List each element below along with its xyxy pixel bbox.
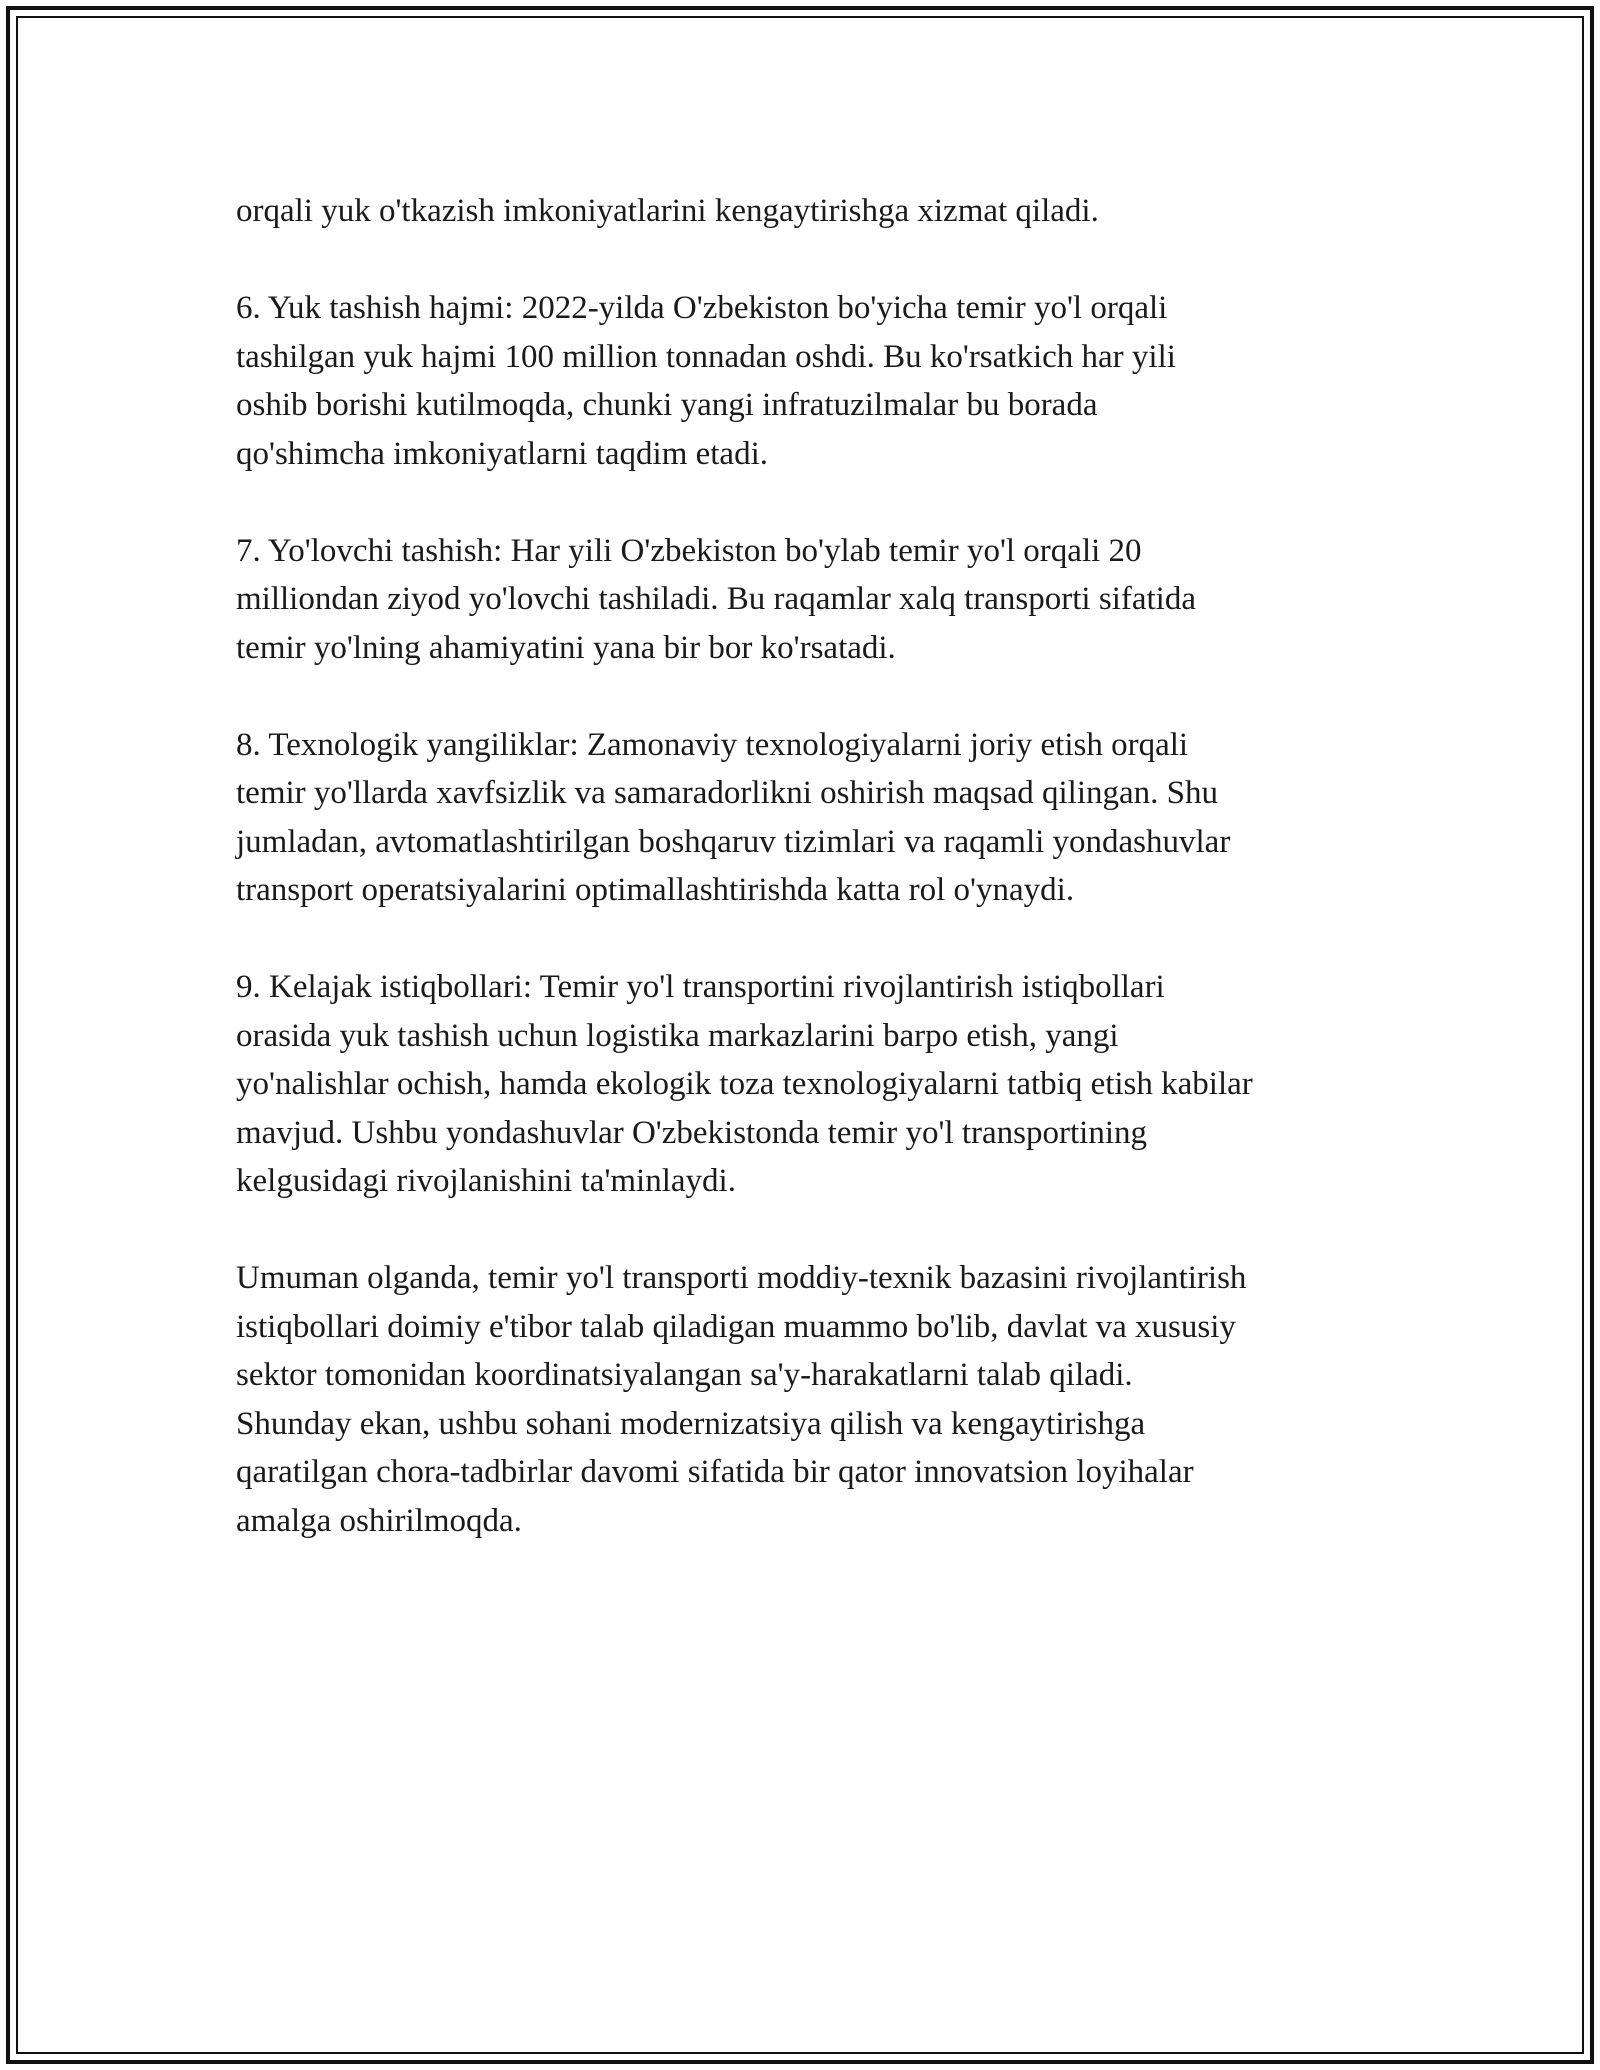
paragraph (236, 284, 1386, 478)
document-body (236, 187, 1386, 1545)
paragraph (236, 1254, 1386, 1545)
paragraph (236, 721, 1386, 915)
text-line: mavjud. Ushbu yondashuvlar O'zbekistonda temir yo'l transportining (236, 1114, 1147, 1151)
paragraph (236, 963, 1386, 1206)
paragraph-gap (236, 915, 1386, 964)
text-line: amalga oshirilmoqda. (236, 1502, 522, 1539)
text-line: kelgusidagi rivojlanishini ta'minlaydi. (236, 1163, 736, 1199)
paragraph-gap (236, 478, 1386, 527)
paragraph (236, 527, 1386, 673)
text-line: sektor tomonidan koordinatsiyalangan sa'y-harakatlarni talab qiladi. (236, 1357, 1133, 1393)
text-line: Shunday ekan, ushbu sohani modernizatsiya qilish va kengaytirishga (236, 1405, 1146, 1442)
text-line: istiqbollari doimiy e'tibor talab qiladigan muammo bo'lib, davlat va xususiy (236, 1308, 1236, 1345)
paragraph (236, 187, 1386, 236)
text-line: Umuman olganda, temir yo'l transporti moddiy-texnik bazasini rivojlantirish (236, 1260, 1247, 1296)
text-line: qo'shimcha imkoniyatlarni taqdim etadi. (236, 435, 768, 472)
paragraph-gap (236, 1206, 1386, 1255)
text-line: qaratilgan chora-tadbirlar davomi sifatida bir qator innovatsion loyihalar (236, 1454, 1194, 1490)
text-line: yo'nalishlar ochish, hamda ekologik toza texnologiyalarni tatbiq etish kabilar (236, 1066, 1253, 1102)
text-line: temir yo'lning ahamiyatini yana bir bor ko'rsatadi. (236, 629, 896, 666)
text-line: 8. Texnologik yangiliklar: Zamonaviy texnologiyalarni joriy etish orqali (236, 726, 1189, 763)
text-line: orqali yuk o'tkazish imkoniyatlarini kengaytirishga xizmat qiladi. (236, 193, 1099, 229)
text-line: temir yo'llarda xavfsizlik va samaradorlikni oshirish maqsad qilingan. Shu (236, 775, 1218, 811)
text-line: orasida yuk tashish uchun logistika markazlarini barpo etish, yangi (236, 1017, 1119, 1054)
text-line: oshib borishi kutilmoqda, chunki yangi infratuzilmalar bu borada (236, 387, 1098, 423)
text-line: transport operatsiyalarini optimallashtirishda katta rol o'ynaydi. (236, 872, 1075, 908)
text-line: 7. Yo'lovchi tashish: Har yili O'zbekiston bo'ylab temir yo'l orqali 20 (236, 532, 1142, 569)
text-line: 9. Kelajak istiqbollari: Temir yo'l transportini rivojlantirish istiqbollari (236, 969, 1165, 1005)
text-line: 6. Yuk tashish hajmi: 2022-yilda O'zbekiston bo'yicha temir yo'l orqali (236, 290, 1168, 326)
text-line: tashilgan yuk hajmi 100 million tonnadan oshdi. Bu ko'rsatkich har yili (236, 338, 1176, 375)
paragraph-gap (236, 672, 1386, 721)
text-line: jumladan, avtomatlashtirilgan boshqaruv tizimlari va raqamli yondashuvlar (236, 823, 1231, 860)
paragraph-gap (236, 236, 1386, 285)
text-line: milliondan ziyod yo'lovchi tashiladi. Bu raqamlar xalq transporti sifatida (236, 581, 1196, 617)
